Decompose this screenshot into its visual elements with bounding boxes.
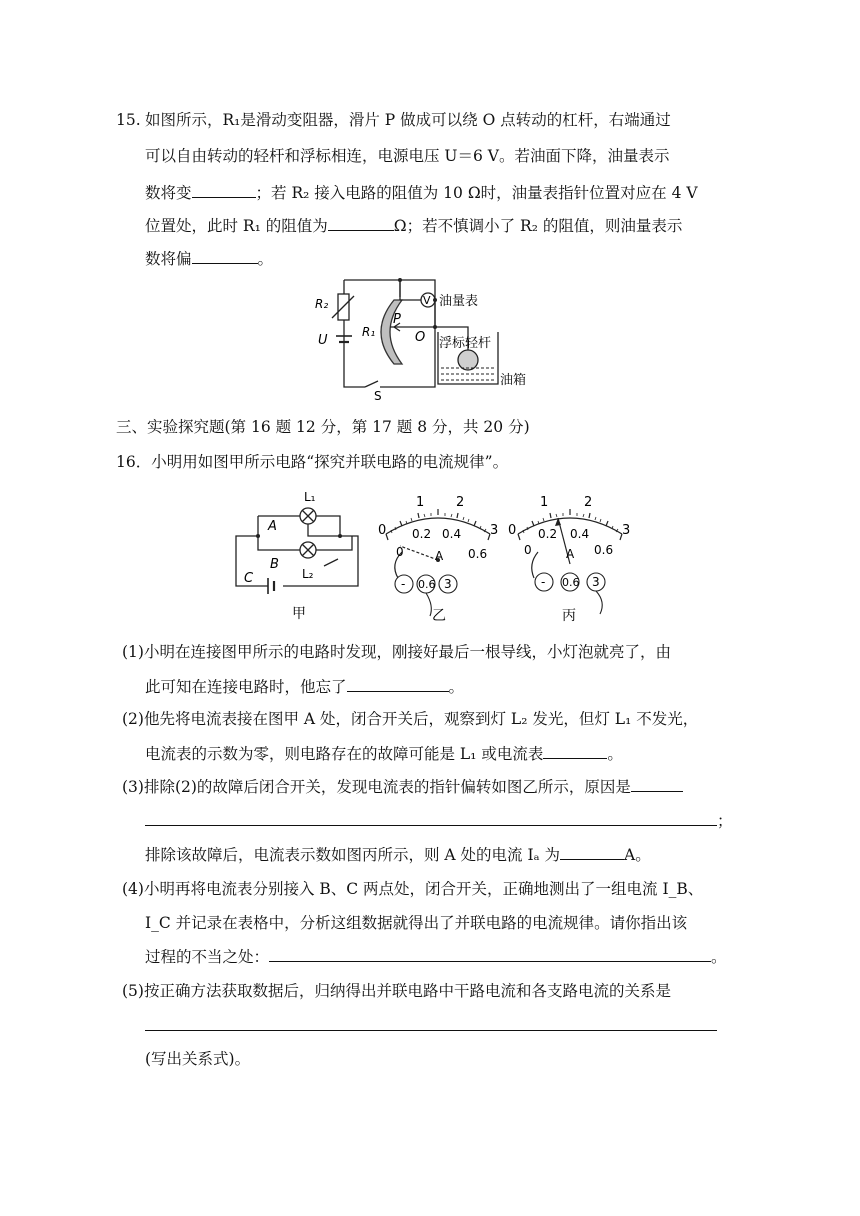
meter-bot-0: 0 [396, 545, 404, 559]
terminal-0.6: 0.6 [562, 576, 580, 589]
q16-part4-line3 [145, 945, 727, 968]
meter-bot-0.6: 0.6 [594, 543, 614, 557]
answer-blank[interactable] [631, 775, 683, 792]
meter-bot-0.2: 0.2 [412, 527, 432, 541]
meter-top-2: 2 [584, 495, 593, 510]
section-3-heading: 三、实验探究题(第 16 题 12 分，第 17 题 8 分，共 20 分) [116, 418, 530, 436]
q15-line-4-a: 位置处，此时 R₁ 的阻值为 [145, 217, 328, 235]
meter-bot-0.6: 0.6 [468, 547, 488, 561]
caption-bing: 丙 [562, 608, 576, 624]
label-o: O [415, 330, 426, 345]
meter-top-0: 0 [378, 523, 387, 538]
terminal-3: 3 [592, 575, 600, 589]
q16-part5-line1: (5)按正确方法获取数据后，归纳得出并联电路中干路电流和各支路电流的关系是 [122, 982, 671, 1000]
ammeter-bing-figure [504, 488, 636, 628]
meter-bot-0.4: 0.4 [442, 527, 462, 541]
label-l2: L₂ [302, 567, 314, 581]
answer-blank[interactable] [145, 1014, 717, 1031]
q16-part5-line3: (写出关系式)。 [145, 1050, 251, 1068]
label-l1: L₁ [304, 490, 316, 504]
meter-top-1: 1 [416, 495, 425, 510]
label-r1: R₁ [362, 325, 376, 339]
answer-blank[interactable] [192, 181, 256, 198]
q16-part3-line2 [145, 809, 733, 832]
q16-part3-semicolon: ； [717, 812, 733, 830]
meter-bot-0.2: 0.2 [538, 527, 558, 541]
q15-line-2: 可以自由转动的轻杆和浮标相连，电源电压 U＝6 V。若油面下降，油量表示 [145, 147, 670, 165]
q16-part2-text: 电流表的示数为零，则电路存在的故障可能是 L₁ 或电流表 [145, 745, 544, 763]
q16-part3-unit: A。 [624, 846, 651, 864]
terminal-0.6: 0.6 [418, 578, 436, 591]
q16-part5-line2 [145, 1014, 717, 1037]
q15-line-4 [145, 214, 682, 237]
q16-part4-line2: I_C 并记录在表格中，分析这组数据就得出了并联电路的电流规律。请你指出该 [145, 914, 688, 932]
caption-jia: 甲 [292, 606, 306, 622]
q16-part1-line2 [145, 675, 464, 698]
answer-blank[interactable] [328, 214, 394, 231]
answer-blank[interactable] [192, 247, 258, 264]
q15-line-1: 如图所示，R₁是滑动变阻器，滑片 P 做成可以绕 O 点转动的杠杆，右端通过 [145, 111, 671, 129]
q15-line-4-b: Ω；若不慎调小了 R₂ 的阻值，则油量表示 [393, 217, 683, 235]
q16-part4-text: 过程的不当之处： [145, 948, 270, 966]
q15-line-3-a: 数将变 [145, 184, 192, 202]
meter-unit: A [435, 549, 444, 563]
q16-stem: 16．小明用如图甲所示电路“探究并联电路的电流规律”。 [116, 453, 509, 471]
label-c: C [244, 571, 254, 586]
meter-bot-0.4: 0.4 [570, 527, 590, 541]
parallel-circuit-figure [228, 486, 368, 626]
caption-yi: 乙 [432, 608, 446, 624]
label-v: V [423, 294, 431, 307]
meter-top-0: 0 [508, 523, 517, 538]
terminal-3: 3 [444, 577, 452, 591]
label-s: S [374, 389, 382, 402]
ammeter-yi-figure [372, 488, 504, 628]
q16-part4-end: 。 [711, 948, 727, 966]
meter-top-3: 3 [622, 523, 631, 538]
q16-part1-line1: (1)小明在连接图甲所示的电路时发现，刚接好最后一根导线，小灯泡就亮了，由 [122, 643, 671, 661]
label-r2: R₂ [315, 297, 329, 311]
meter-top-1: 1 [540, 495, 549, 510]
answer-blank[interactable] [145, 809, 717, 826]
label-p: P [393, 312, 401, 327]
oil-gauge-circuit-figure [310, 272, 540, 402]
q16-part1-text: 此可知在连接电路时，他忘了 [145, 678, 347, 696]
q15-line-3-b: ；若 R₂ 接入电路的阻值为 10 Ω时，油量表指针位置对应在 4 V [255, 184, 698, 202]
answer-blank[interactable] [543, 742, 607, 759]
meter-unit: A [566, 547, 575, 561]
answer-blank[interactable] [269, 945, 711, 962]
q16-part3-line1 [122, 775, 683, 798]
q16-part1-end: 。 [448, 678, 465, 696]
q16-part2-end: 。 [607, 745, 623, 763]
q16-part4-line1: (4)小明再将电流表分别接入 B、C 两点处，闭合开关，正确地测出了一组电流 I_B、 [122, 880, 704, 898]
q16-part3-text: (3)排除(2)的故障后闭合开关，发现电流表的指针偏转如图乙所示，原因是 [122, 778, 631, 796]
q16-part2-line1: (2)他先将电流表接在图甲 A 处，闭合开关后，观察到灯 L₂ 发光，但灯 L₁ 不发光， [122, 710, 699, 728]
q16-part3-text-2: 排除该故障后，电流表示数如图丙所示，则 A 处的电流 Iₐ 为 [145, 846, 561, 864]
label-b: B [270, 557, 279, 572]
label-u: U [318, 333, 328, 348]
meter-top-3: 3 [490, 523, 499, 538]
answer-blank[interactable] [347, 675, 449, 692]
q15-line-5-b: 。 [257, 250, 274, 268]
terminal-neg: - [541, 575, 546, 589]
meter-bot-0: 0 [524, 543, 532, 557]
label-float-rod: 浮标轻杆 [439, 336, 492, 351]
label-oil-meter: 油量表 [439, 294, 479, 309]
q15-number: 15. [116, 111, 141, 129]
label-a: A [268, 519, 277, 534]
q15-line-5-a: 数将偏 [145, 250, 192, 268]
meter-top-2: 2 [456, 495, 465, 510]
terminal-neg: - [401, 577, 406, 591]
label-oil-tank: 油箱 [500, 373, 527, 388]
q15-line-3 [145, 181, 698, 204]
q15-line-5 [145, 247, 273, 270]
q16-part2-line2 [145, 742, 623, 765]
answer-blank[interactable] [560, 843, 624, 860]
q16-part3-line3 [145, 843, 651, 866]
